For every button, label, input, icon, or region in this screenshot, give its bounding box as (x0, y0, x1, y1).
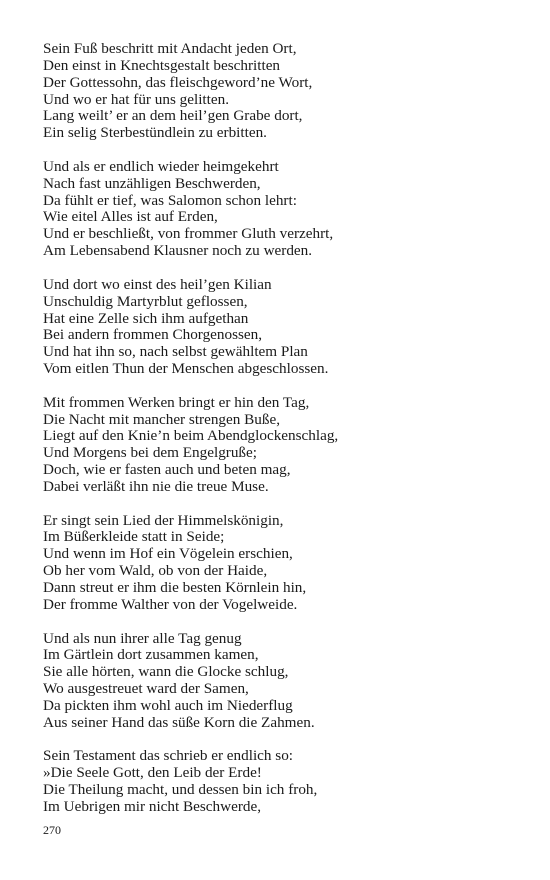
verse-line: Bei andern frommen Chorgenossen, (43, 326, 263, 344)
stanza (43, 631, 523, 732)
verse-line: Und dort wo einst des heil’gen Kilian (43, 275, 272, 293)
verse-line: Nach fast unzähligen Beschwerden, (43, 174, 261, 192)
verse-line: Liegt auf den Knie’n beim Abendglockenschlag, (43, 427, 339, 445)
verse-line: Mit frommen Werken bringt er hin den Tag, (43, 393, 310, 411)
verse-line: Da fühlt er tief, was Salomon schon lehrt: (43, 191, 297, 209)
verse-line: Hat eine Zelle sich ihm aufgethan (43, 309, 249, 327)
stanza (43, 159, 523, 260)
stanza (43, 41, 523, 142)
verse-line: Im Gärtlein dort zusammen kamen, (43, 646, 259, 664)
stanza (43, 513, 523, 614)
stanza (43, 748, 523, 815)
verse-line: Ein selig Sterbestündlein zu erbitten. (43, 124, 267, 142)
verse-line: Die Theilung macht, und dessen bin ich froh, (43, 781, 318, 799)
verse-line: Und als nun ihrer alle Tag genug (43, 629, 242, 647)
verse-line: Und als er endlich wieder heimgekehrt (43, 157, 279, 175)
verse-line: Wo ausgestreuet ward der Samen, (43, 680, 249, 698)
verse-line: Und Morgens bei dem Engelgruße; (43, 444, 257, 462)
verse-line: Im Uebrigen mir nicht Beschwerde, (43, 797, 262, 815)
verse-line: Sein Testament das schrieb er endlich so: (43, 747, 294, 765)
stanza (43, 395, 523, 496)
verse-line: Und wenn im Hof ein Vögelein erschien, (43, 545, 293, 563)
verse-line: Da pickten ihm wohl auch im Niederflug (43, 696, 293, 714)
verse-line: Sie alle hörten, wann die Glocke schlug, (43, 663, 289, 681)
verse-line: Wie eitel Alles ist auf Erden, (43, 208, 218, 226)
verse-line: Und hat ihn so, nach selbst gewähltem Plan (43, 343, 308, 361)
verse-line: Ob her vom Wald, ob von der Haide, (43, 562, 268, 580)
verse-line: Der Gottessohn, das fleischgeword’ne Wort, (43, 73, 313, 91)
verse-line: Lang weilt’ er an dem heil’gen Grabe dort, (43, 107, 303, 125)
verse-line: Doch, wie er fasten auch und beten mag, (43, 461, 291, 479)
verse-line: Die Nacht mit mancher strengen Buße, (43, 410, 281, 428)
verse-line: Im Büßerkleide statt in Seide; (43, 528, 225, 546)
verse-line: Den einst in Knechtsgestalt beschritten (43, 56, 281, 74)
verse-line: Und wo er hat für uns gelitten. (43, 90, 230, 108)
page-number: 270 (43, 823, 61, 837)
stanza (43, 277, 523, 378)
verse-line: Aus seiner Hand das süße Korn die Zahmen. (43, 713, 315, 731)
verse-line: Unschuldig Martyrblut geflossen, (43, 292, 248, 310)
verse-line: Am Lebensabend Klausner noch zu werden. (43, 242, 313, 260)
verse-line: Dann streut er ihm die besten Körnlein hin, (43, 579, 307, 596)
verse-line: Sein Fuß beschritt mit Andacht jeden Ort, (43, 40, 297, 57)
verse-line: Und er beschließt, von frommer Gluth verzehrt, (43, 225, 334, 243)
verse-line: Der fromme Walther von der Vogelweide. (43, 595, 298, 613)
verse-line: Er singt sein Lied der Himmelskönigin, (43, 511, 284, 529)
poem-text (43, 41, 523, 816)
verse-line: Vom eitlen Thun der Menschen abgeschlossen. (43, 360, 329, 378)
verse-line: Dabei verläßt ihn nie die treue Muse. (43, 477, 269, 495)
verse-line: »Die Seele Gott, den Leib der Erde! (43, 764, 262, 782)
